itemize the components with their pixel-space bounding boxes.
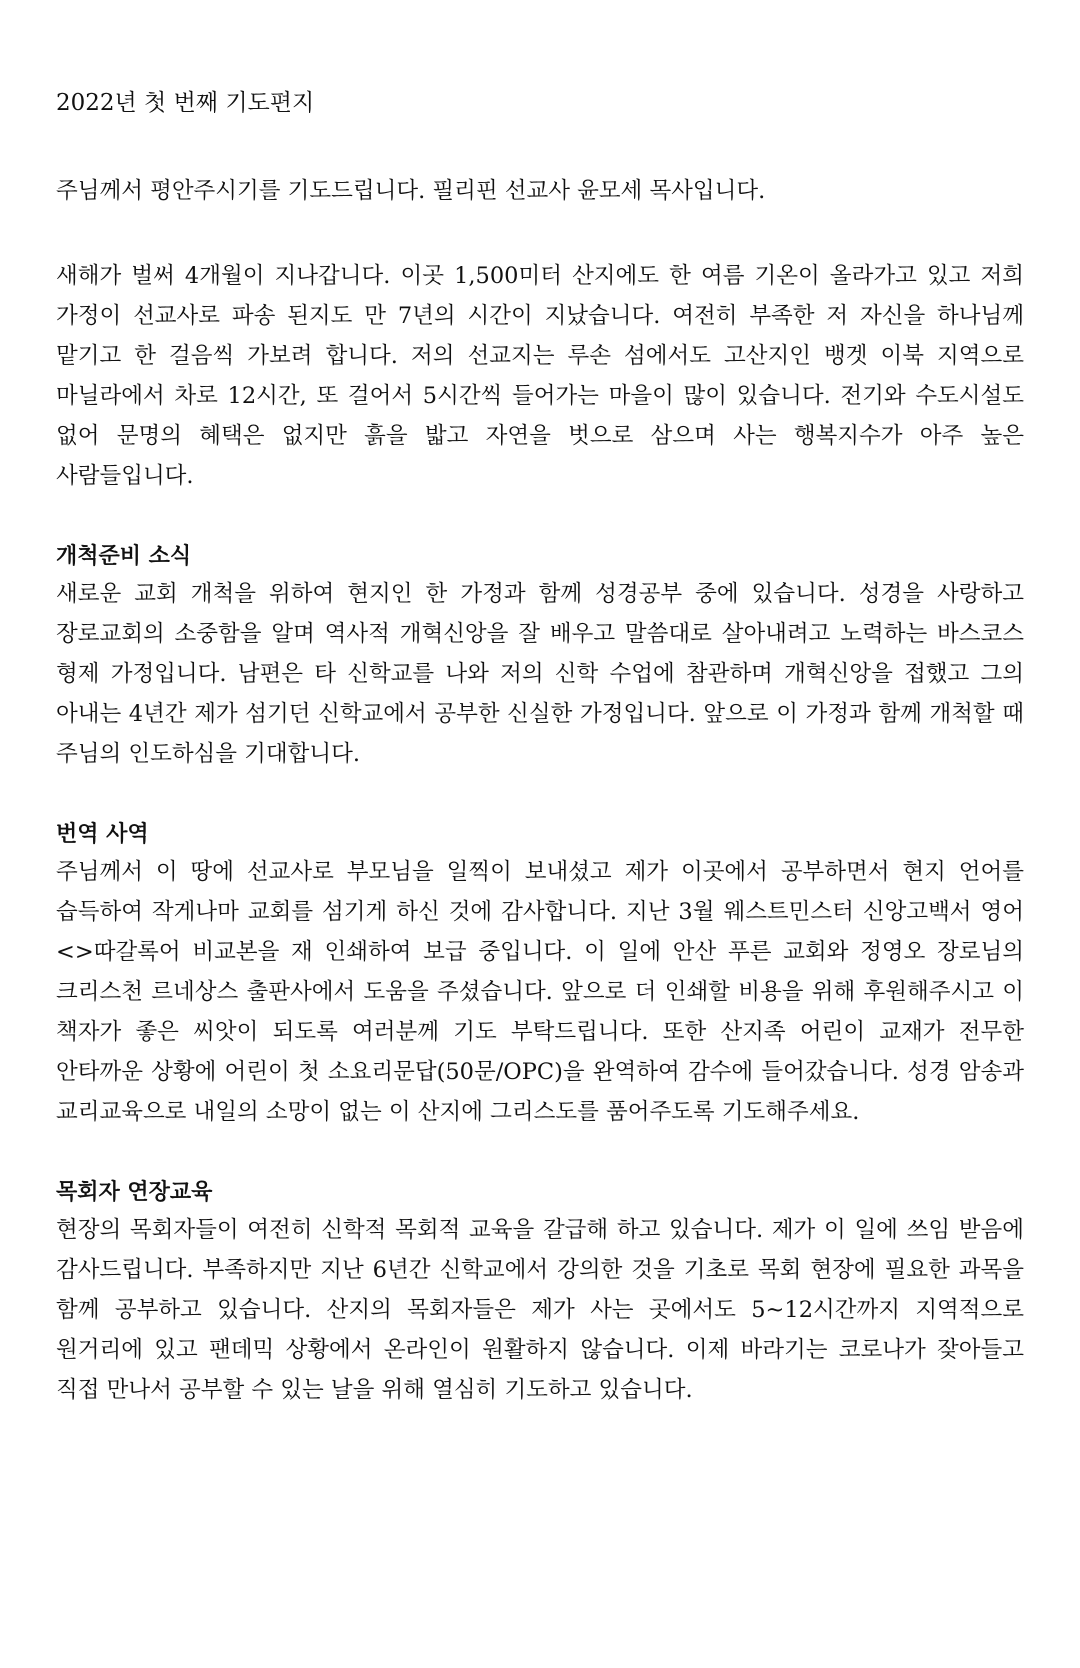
section-body-translation: 주님께서 이 땅에 선교사로 부모님을 일찍이 보내셨고 제가 이곳에서 공부하면서 현지 언어를 습득하여 작게나마 교회를 섬기게 하신 것에 감사합니다. 지난 3월 웨스트민스터 신앙고백서 영어<>따갈록어 비교본을 재 인쇄하여 보급 중입니다. 이 일에 안산 푸른 교회와 정영오 장로님의 크리스천 르네상스 출판사에서 도움을 주셨습니다. 앞으로 더 인쇄할 비용을 위해 후원해주시고 이 책자가 좋은 씨앗이 되도록 여러분께 기도 부탁드립니다. 또한 산지족 어린이 교재가 전무한 안타까운 상황에 어린이 첫 소요리문답(50문/OPC)을 완역하여 감수에 들어갔습니다. 성경 암송과 교리교육으로 내일의 소망이 없는 이 산지에 그리스도를 품어주도록 기도해주세요. [56,859,1024,1125]
section-translation [56,820,1024,1132]
section-body-pastor-education: 현장의 목회자들이 여전히 신학적 목회적 교육을 갈급해 하고 있습니다. 제가 이 일에 쓰임 받음에 감사드립니다. 부족하지만 지난 6년간 신학교에서 강의한 것을 기초로 목회 현장에 필요한 과목을 함께 공부하고 있습니다. 산지의 목회자들은 제가 사는 곳에서도 5~12시간까지 지역적으로 원거리에 있고 팬데믹 상황에서 온라인이 원활하지 않습니다. 이제 바라기는 코로나가 잦아들고 직접 만나서 공부할 수 있는 날을 위해 열심히 기도하고 있습니다. [56,1217,1024,1403]
section-heading-translation: 번역 사역 [56,822,149,847]
letter-greeting: 주님께서 평안주시기를 기도드립니다. 필리핀 선교사 윤모세 목사입니다. [56,178,766,204]
section-heading-pastor-education: 목회자 연장교육 [56,1180,213,1205]
section-heading-church-planting: 개척준비 소식 [56,544,192,569]
letter-intro-paragraph: 새해가 벌써 4개월이 지나갑니다. 이곳 1,500미터 산지에도 한 여름 기온이 올라가고 있고 저희 가정이 선교사로 파송 된지도 만 7년의 시간이 지났습니다. 여전히 부족한 저 자신을 하나님께 맡기고 한 걸음씩 가보려 합니다. 저의 선교지는 루손 섬에서도 고산지인 뱅겟 이북 지역으로 마닐라에서 차로 12시간, 또 걸어서 5시간씩 들어가는 마을이 많이 있습니다. 전기와 수도시설도 없어 문명의 혜택은 없지만 흙을 밟고 자연을 벗으로 삼으며 사는 행복지수가 아주 높은 사람들입니다. [56,263,1024,489]
section-church-planting [56,542,1024,774]
section-pastor-education [56,1178,1024,1410]
letter-title: 2022년 첫 번째 기도편지 [56,90,315,116]
section-body-church-planting: 새로운 교회 개척을 위하여 현지인 한 가정과 함께 성경공부 중에 있습니다. 성경을 사랑하고 장로교회의 소중함을 알며 역사적 개혁신앙을 잘 배우고 말씀대로 살아내려고 노력하는 바스코스 형제 가정입니다. 남편은 타 신학교를 나와 저의 신학 수업에 참관하며 개혁신앙을 접했고 그의 아내는 4년간 제가 섬기던 신학교에서 공부한 신실한 가정입니다. 앞으로 이 가정과 함께 개척할 때 주님의 인도하심을 기대합니다. [56,581,1024,767]
